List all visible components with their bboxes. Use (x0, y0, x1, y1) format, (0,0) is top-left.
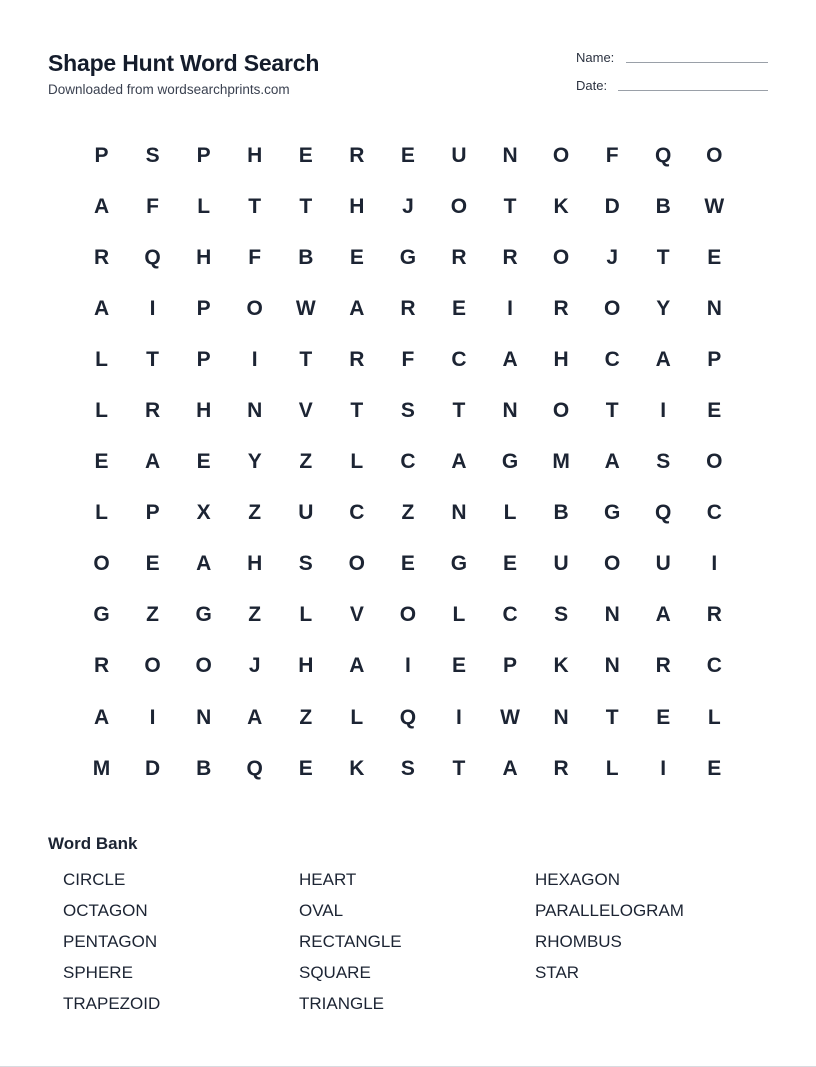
grid-letter[interactable]: E (451, 654, 466, 678)
grid-letter[interactable]: R (655, 654, 671, 678)
grid-letter[interactable]: K (553, 194, 569, 218)
grid-letter[interactable]: E (298, 143, 313, 167)
grid-letter[interactable]: T (248, 194, 262, 218)
grid-letter[interactable]: F (401, 347, 415, 371)
grid-letter[interactable]: R (706, 603, 722, 627)
grid-letter[interactable]: F (248, 245, 262, 269)
grid-letter[interactable]: T (350, 399, 364, 423)
grid-letter[interactable]: R (400, 296, 416, 320)
grid-letter[interactable]: I (660, 399, 667, 423)
word-bank-item: OCTAGON (63, 901, 148, 920)
grid-letter[interactable]: R (553, 296, 569, 320)
grid-row (76, 641, 740, 692)
grid-letter[interactable]: L (350, 705, 364, 729)
grid-letter[interactable]: E (503, 552, 518, 576)
word-bank-item: HEART (299, 870, 357, 889)
grid-letter[interactable]: T (605, 705, 619, 729)
grid-letter[interactable]: Z (146, 603, 159, 627)
grid-letter[interactable]: P (707, 347, 722, 371)
name-label: Name: (576, 50, 615, 65)
grid-letter[interactable]: E (656, 705, 671, 729)
grid-row (76, 488, 740, 539)
grid-letter[interactable]: G (93, 603, 110, 627)
grid-letter[interactable]: I (456, 705, 462, 729)
word-bank-item: OVAL (299, 901, 344, 920)
grid-letter[interactable]: P (145, 501, 160, 525)
grid-letter[interactable]: D (604, 194, 620, 218)
grid-letter[interactable]: X (196, 501, 211, 525)
grid-letter[interactable]: R (553, 756, 569, 780)
grid-letter[interactable]: Z (248, 603, 262, 627)
grid-row (76, 539, 740, 590)
grid-letter[interactable]: Z (401, 501, 415, 525)
word-bank-item: TRAPEZOID (63, 994, 161, 1013)
grid-letter[interactable]: A (93, 194, 110, 218)
grid-letter[interactable]: E (400, 552, 415, 576)
grid-letter[interactable]: Q (246, 756, 263, 780)
word-bank-item: STAR (535, 963, 580, 982)
grid-letter[interactable]: A (145, 450, 161, 474)
grid-letter[interactable]: L (95, 501, 108, 525)
grid-letter[interactable]: R (145, 399, 161, 423)
grid-letter[interactable]: S (400, 399, 415, 423)
grid-letter[interactable]: H (247, 143, 263, 167)
grid-letter[interactable]: G (450, 552, 468, 576)
grid-letter[interactable]: C (706, 654, 722, 678)
grid-letter[interactable]: S (554, 603, 569, 627)
word-bank-item: CIRCLE (63, 870, 126, 889)
word-bank-item: SQUARE (299, 963, 371, 982)
grid-letter[interactable]: L (95, 399, 108, 423)
grid-letter[interactable]: G (501, 450, 519, 474)
grid-row (76, 743, 740, 794)
grid-letter[interactable]: O (706, 450, 723, 474)
grid-letter[interactable]: A (655, 347, 671, 371)
grid-letter[interactable]: D (145, 756, 161, 780)
grid-letter[interactable]: E (707, 399, 722, 423)
grid-row (76, 283, 740, 334)
grid-letter[interactable]: F (605, 143, 619, 167)
grid-letter[interactable]: I (711, 552, 718, 576)
grid-letter[interactable]: V (298, 399, 313, 423)
grid-letter[interactable]: O (399, 603, 417, 627)
grid-letter[interactable]: A (502, 756, 518, 780)
grid-letter[interactable]: K (349, 756, 365, 780)
grid-letter[interactable]: G (195, 603, 212, 627)
page-subtitle: Downloaded from wordsearchprints.com (48, 82, 290, 97)
grid-letter[interactable]: J (402, 194, 414, 218)
grid-letter[interactable]: R (349, 347, 365, 371)
grid-letter[interactable]: N (553, 705, 569, 729)
grid-letter[interactable]: P (196, 347, 211, 371)
grid-letter[interactable]: H (196, 245, 212, 269)
grid-letter[interactable]: E (298, 756, 313, 780)
grid-letter[interactable]: N (196, 705, 212, 729)
word-bank-item: PENTAGON (63, 932, 158, 951)
grid-letter[interactable]: W (704, 194, 725, 218)
grid-letter[interactable]: M (552, 450, 570, 474)
grid-letter[interactable]: E (94, 450, 109, 474)
grid-letter[interactable]: T (503, 194, 517, 218)
word-bank-item: RHOMBUS (535, 932, 622, 951)
grid-letter[interactable]: P (196, 143, 211, 167)
grid-row (76, 692, 740, 743)
word-bank-list (63, 868, 783, 1016)
grid-row (76, 590, 740, 641)
grid-letter[interactable]: U (451, 143, 467, 167)
grid-letter[interactable]: I (251, 347, 258, 371)
page-title: Shape Hunt Word Search (48, 50, 320, 76)
grid-letter[interactable]: O (552, 245, 570, 269)
grid-letter[interactable]: E (451, 296, 466, 320)
grid-letter[interactable]: I (507, 296, 513, 320)
grid-letter[interactable]: N (706, 296, 722, 320)
grid-letter[interactable]: O (246, 296, 263, 320)
grid-letter[interactable]: I (149, 705, 156, 729)
word-bank-item: TRIANGLE (299, 994, 385, 1013)
grid-letter[interactable]: H (196, 399, 212, 423)
grid-letter[interactable]: I (660, 756, 667, 780)
grid-letter[interactable]: S (298, 552, 313, 576)
grid-letter[interactable]: U (655, 552, 671, 576)
grid-letter[interactable]: Z (248, 501, 262, 525)
grid-letter[interactable]: P (196, 296, 211, 320)
grid-letter[interactable]: P (94, 143, 109, 167)
grid-letter[interactable]: O (93, 552, 110, 576)
grid-letter[interactable]: T (605, 399, 619, 423)
grid-letter[interactable]: L (95, 347, 108, 371)
grid-letter[interactable]: M (92, 756, 111, 780)
grid-letter[interactable]: O (603, 552, 621, 576)
grid-letter[interactable]: F (146, 194, 159, 218)
grid-letter[interactable]: Y (656, 296, 671, 320)
grid-letter[interactable]: A (349, 296, 365, 320)
grid-letter[interactable]: C (604, 347, 620, 371)
grid-letter[interactable]: C (706, 501, 722, 525)
grid-letter[interactable]: E (349, 245, 364, 269)
grid-letter[interactable]: L (350, 450, 364, 474)
letter-grid (76, 130, 740, 794)
grid-letter[interactable]: L (452, 603, 466, 627)
grid-letter[interactable]: T (452, 756, 466, 780)
grid-letter[interactable]: S (400, 756, 415, 780)
grid-row (76, 385, 740, 436)
word-bank-item: SPHERE (63, 963, 133, 982)
grid-letter[interactable]: I (149, 296, 156, 320)
grid-letter[interactable]: O (144, 654, 161, 678)
grid-letter[interactable]: C (349, 501, 365, 525)
grid-letter[interactable]: U (298, 501, 314, 525)
grid-letter[interactable]: I (404, 654, 411, 678)
grid-letter[interactable]: Q (144, 245, 161, 269)
grid-row (76, 181, 740, 232)
grid-letter[interactable]: N (502, 399, 518, 423)
grid-letter[interactable]: Y (247, 450, 262, 474)
grid-letter[interactable]: H (247, 552, 263, 576)
grid-letter[interactable]: J (248, 654, 261, 678)
grid-letter[interactable]: N (604, 603, 620, 627)
grid-row (76, 130, 740, 181)
grid-letter[interactable]: H (298, 654, 314, 678)
grid-letter[interactable]: L (197, 194, 211, 218)
grid-letter[interactable]: T (656, 245, 670, 269)
grid-letter[interactable]: V (349, 603, 364, 627)
grid-letter[interactable]: L (503, 501, 517, 525)
grid-letter[interactable]: B (298, 245, 314, 269)
grid-letter[interactable]: W (500, 705, 520, 729)
grid-letter[interactable]: T (452, 399, 466, 423)
date-label: Date: (576, 78, 608, 93)
grid-letter[interactable]: N (247, 399, 263, 423)
grid-letter[interactable]: H (349, 194, 365, 218)
grid-letter[interactable]: B (655, 194, 671, 218)
grid-letter[interactable]: S (656, 450, 671, 474)
grid-letter[interactable]: N (604, 654, 620, 678)
grid-letter[interactable]: L (605, 756, 619, 780)
grid-letter[interactable]: A (93, 705, 110, 729)
grid-letter[interactable]: A (349, 654, 365, 678)
grid-letter[interactable]: Q (655, 501, 672, 525)
grid-letter[interactable]: G (399, 245, 417, 269)
grid-letter[interactable]: A (655, 603, 671, 627)
grid-letter[interactable]: U (553, 552, 569, 576)
grid-letter[interactable]: O (603, 296, 621, 320)
grid-letter[interactable]: R (93, 654, 110, 678)
word-bank-item: PARALLELOGRAM (535, 901, 684, 920)
grid-letter[interactable]: Z (299, 705, 313, 729)
grid-letter[interactable]: A (196, 552, 212, 576)
grid-letter[interactable]: R (451, 245, 467, 269)
grid-letter[interactable]: C (400, 450, 416, 474)
grid-letter[interactable]: A (451, 450, 467, 474)
grid-row (76, 232, 740, 283)
grid-letter[interactable]: R (502, 245, 518, 269)
grid-letter[interactable]: T (146, 347, 159, 371)
grid-letter[interactable]: L (299, 603, 313, 627)
grid-letter[interactable]: O (552, 143, 570, 167)
grid-letter[interactable]: Q (399, 705, 417, 729)
grid-letter[interactable]: J (606, 245, 618, 269)
grid-letter[interactable]: A (604, 450, 620, 474)
grid-letter[interactable]: B (196, 756, 212, 780)
grid-letter[interactable]: O (706, 143, 723, 167)
grid-letter[interactable]: S (145, 143, 160, 167)
grid-letter[interactable]: T (299, 194, 313, 218)
grid-letter[interactable]: Q (655, 143, 672, 167)
grid-letter[interactable]: R (349, 143, 365, 167)
grid-letter[interactable]: H (553, 347, 569, 371)
date-field-line[interactable] (618, 90, 768, 91)
name-field-line[interactable] (626, 62, 768, 63)
grid-letter[interactable]: O (348, 552, 366, 576)
grid-letter[interactable]: B (553, 501, 569, 525)
word-bank-item: HEXAGON (535, 870, 621, 889)
grid-letter[interactable]: W (295, 296, 316, 320)
grid-letter[interactable]: E (196, 450, 211, 474)
grid-letter[interactable]: N (451, 501, 467, 525)
grid-row (76, 334, 740, 385)
word-bank-title: Word Bank (48, 834, 138, 853)
grid-letter[interactable]: K (553, 654, 569, 678)
grid-letter[interactable]: C (502, 603, 518, 627)
grid-letter[interactable]: O (552, 399, 570, 423)
grid-letter[interactable]: O (195, 654, 212, 678)
grid-letter[interactable]: N (502, 143, 518, 167)
grid-letter[interactable]: Z (299, 450, 313, 474)
grid-letter[interactable]: A (247, 705, 263, 729)
grid-letter[interactable]: G (603, 501, 621, 525)
grid-letter[interactable]: O (450, 194, 468, 218)
grid-letter[interactable]: E (707, 245, 722, 269)
grid-letter[interactable]: E (707, 756, 722, 780)
grid-letter[interactable]: R (93, 245, 110, 269)
grid-letter[interactable]: A (93, 296, 110, 320)
grid-letter[interactable]: E (400, 143, 415, 167)
grid-letter[interactable]: E (145, 552, 160, 576)
grid-letter[interactable]: P (503, 654, 518, 678)
word-bank-item: RECTANGLE (299, 932, 402, 951)
grid-row (76, 437, 740, 488)
grid-letter[interactable]: T (299, 347, 313, 371)
grid-letter[interactable]: A (502, 347, 518, 371)
grid-letter[interactable]: L (707, 705, 721, 729)
grid-letter[interactable]: C (451, 347, 467, 371)
